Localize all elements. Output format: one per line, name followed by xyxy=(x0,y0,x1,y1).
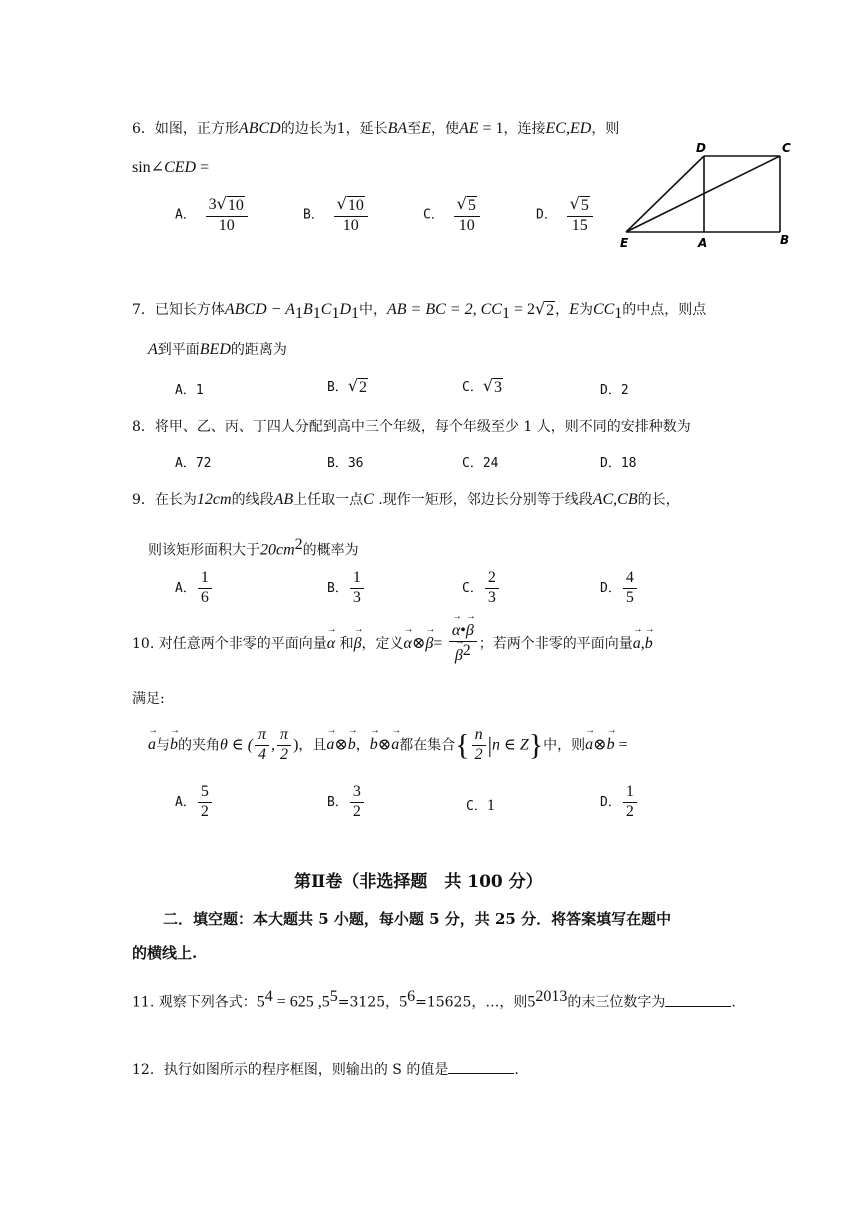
q9-option-d[interactable]: D． $\frac{4}{5}$ xyxy=(600,570,639,607)
label-e: E xyxy=(620,236,629,250)
q10-option-c[interactable]: C．1 xyxy=(466,797,495,814)
q7-option-c[interactable]: C． √ 3 xyxy=(462,376,503,396)
section-instructions-2: 的横线上. xyxy=(132,944,198,962)
section-title: 第Ⅱ卷（非选择题 共 100 分） xyxy=(294,872,543,892)
q10-option-a[interactable]: A． $\frac{5}{2}$ xyxy=(175,784,214,821)
q11-line: 11. 观察下列各式：$5^4 = 625$ $,5^5=3125$，$5^6=15625$，…，则$5^{2013}$的末三位数字为 . xyxy=(132,988,736,1011)
q8-option-a[interactable]: A．72 xyxy=(175,456,212,471)
q7-line1: 7．已知长方体ABCD − $A_1B_1C_1D_1$中，AB = BC = 2, $CC_1 = 2$ √ 2 ，E为$CC_1$的中点，则点 xyxy=(132,299,707,322)
label-a: A xyxy=(698,236,708,250)
q7-line2: A到平面BED的距离为 xyxy=(148,341,287,358)
edge-ec xyxy=(626,156,780,232)
q6-option-d[interactable]: D． √ 5 15 xyxy=(536,196,595,234)
q10-line2: 满足: xyxy=(132,691,165,707)
label-b: B xyxy=(780,233,790,247)
label-c: C xyxy=(782,141,791,155)
q7-option-b[interactable]: B． √ 2 xyxy=(327,376,368,396)
label-d: D xyxy=(696,141,706,155)
q11-answer-blank[interactable] xyxy=(665,992,731,1007)
q12-answer-blank[interactable] xyxy=(448,1059,514,1074)
section-instructions-1: 二．填空题：本大题共 5 小题，每小题 5 分，共 25 分．将答案填写在题中 xyxy=(163,910,672,928)
q9-option-b[interactable]: B． $\frac{1}{3}$ xyxy=(327,570,366,607)
q9-line1: 9．在长为12cm的线段AB上任取一点C .现作一矩形，邻边长分别等于线段AC,CB的长， xyxy=(132,491,680,508)
q7-option-a[interactable]: A．1 xyxy=(175,383,204,398)
edge-ed xyxy=(626,156,704,232)
q10-line3: → a与→ b的夹角θ ∈ ( $\frac{\pi}{4}$ , $\frac{\pi}{2}$ )，且→ a⊗→ b，→ b⊗→ a都在集合{ $\frac{n}{2}$ |n ∈ Z}中，则→ a⊗→ b = xyxy=(148,727,628,764)
q6-figure xyxy=(612,136,802,252)
q8-line: 8．将甲、乙、丙、丁四人分配到高中三个年级，每个年级至少 1 人，则不同的安排种数为 xyxy=(132,419,691,435)
q9-option-c[interactable]: C． $\frac{2}{3}$ xyxy=(462,570,501,607)
q8-option-b[interactable]: B．36 xyxy=(327,456,364,471)
q9-line2: 则该矩形面积大于$20cm^2$的概率为 xyxy=(148,536,359,559)
q6-option-c[interactable]: C． √ 5 10 xyxy=(423,196,482,234)
q10-option-b[interactable]: B． $\frac{3}{2}$ xyxy=(327,784,366,821)
q10-line1: 10. 对任意两个非零的平面向量→ α 和→ β，定义→ α⊗→ β= → α•→ β → $\beta^2$ ；若两个非零的平面向量→ a,→ b xyxy=(132,623,653,665)
q6-line1: 6．如图，正方形ABCD的边长为1，延长BA至E，使AE = 1，连接EC,ED，则 xyxy=(132,120,620,137)
q10-option-d[interactable]: D． $\frac{1}{2}$ xyxy=(600,784,639,821)
q8-option-d[interactable]: D．18 xyxy=(600,456,637,471)
q12-line: 12．执行如图所示的程序框图，则输出的 S 的值是 . xyxy=(132,1059,519,1079)
q6-option-a[interactable]: A． 3 √ 10 10 xyxy=(175,196,250,234)
q6-line2: sin∠CED = xyxy=(132,159,210,176)
q9-option-a[interactable]: A． $\frac{1}{6}$ xyxy=(175,570,214,607)
q6-option-b[interactable]: B． √ 10 10 xyxy=(303,196,370,234)
q7-option-d[interactable]: D．2 xyxy=(600,383,629,398)
q8-option-c[interactable]: C．24 xyxy=(462,456,499,471)
